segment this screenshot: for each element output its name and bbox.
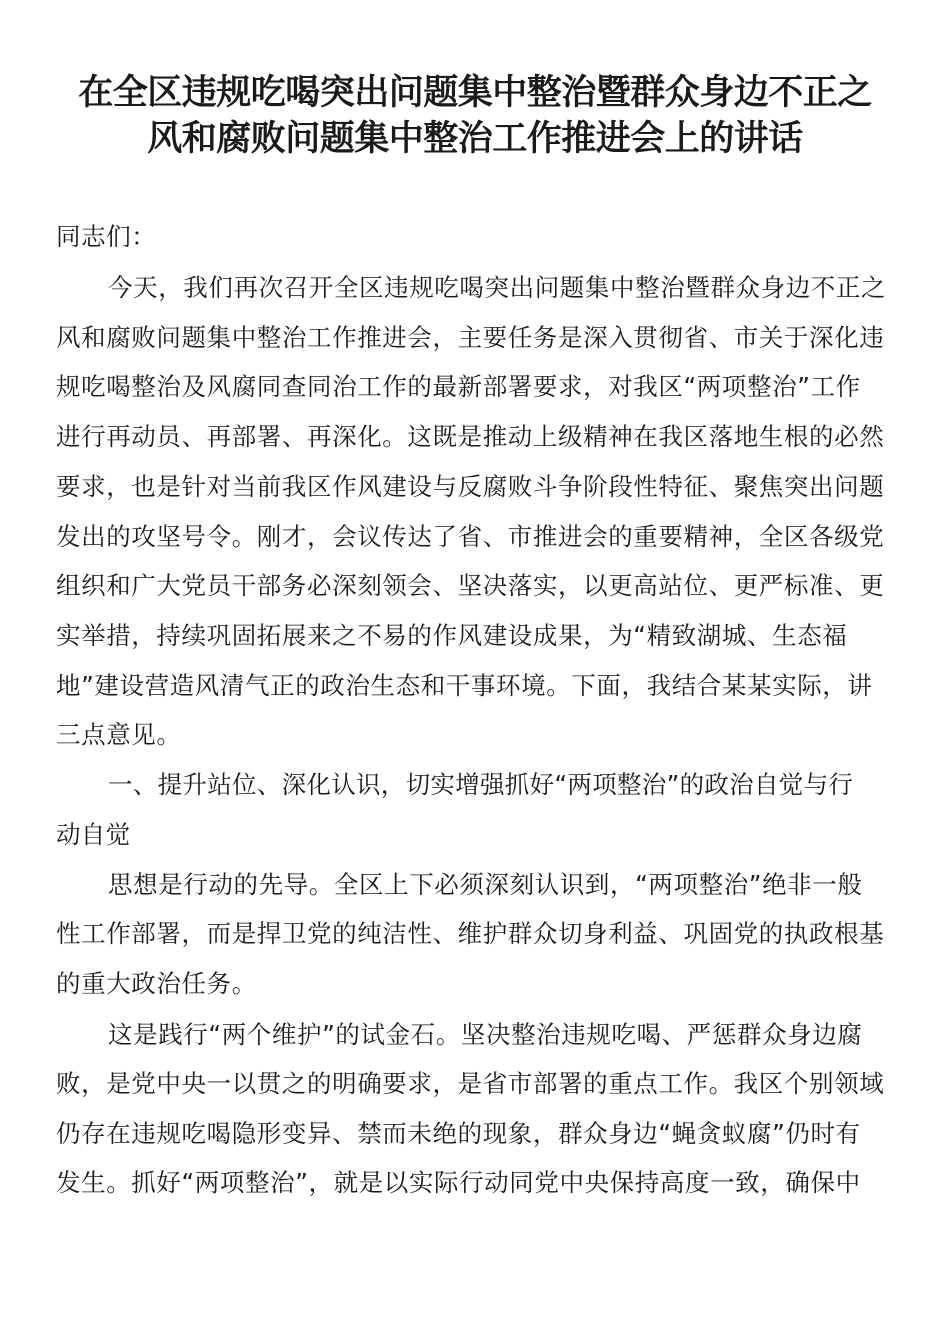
paragraph-line: 败，是党中央一以贯之的明确要求，是省市部署的重点工作。我区个别领域	[56, 1069, 885, 1098]
paragraph-line: 性工作部署，而是捍卫党的纯洁性、维护群众切身利益、巩固党的执政根基	[56, 919, 885, 948]
paragraph-line: 发出的攻坚号令。刚才，会议传达了省、市推进会的重要精神，全区各级党	[56, 522, 885, 551]
section-heading-line: 一、提升站位、深化认识，切实增强抓好“两项整治”的政治自觉与行	[108, 770, 854, 799]
paragraph-line: 仍存在违规吃喝隐形变异、禁而未绝的现象，群众身边“蝇贪蚁腐”仍时有	[56, 1119, 861, 1148]
paragraph-line: 要求，也是针对当前我区作风建设与反腐败斗争阶段性特征、聚焦突出问题	[56, 472, 885, 501]
paragraph-line: 三点意见。	[56, 720, 182, 749]
salutation: 同志们：	[56, 222, 157, 251]
paragraph-line: 地”建设营造风清气正的政治生态和干事环境。下面，我结合某某实际，讲	[56, 671, 873, 700]
paragraph-line: 风和腐败问题集中整治工作推进会，主要任务是深入贯彻省、市关于深化违	[56, 323, 885, 352]
paragraph-line: 组织和广大党员干部务必深刻领会、坚决落实，以更高站位、更严标准、更	[56, 571, 885, 600]
paragraph-line: 思想是行动的先导。全区上下必须深刻认识到，“两项整治”绝非一般	[108, 870, 863, 899]
paragraph-line: 今天，我们再次召开全区违规吃喝突出问题集中整治暨群众身边不正之	[108, 273, 887, 302]
paragraph-line: 这是践行“两个维护”的试金石。坚决整治违规吃喝、严惩群众身边腐	[108, 1020, 863, 1049]
document-title-line-2: 风和腐败问题集中整治工作推进会上的讲话	[147, 119, 803, 159]
section-heading-line: 动自觉	[56, 820, 131, 849]
paragraph-line: 进行再动员、再部署、再深化。这既是推动上级精神在我区落地生根的必然	[56, 422, 885, 451]
paragraph-line: 规吃喝整治及风腐同查同治工作的最新部署要求，对我区“两项整治”工作	[56, 372, 861, 401]
paragraph-line: 实举措，持续巩固拓展来之不易的作风建设成果，为“精致湖城、生态福	[56, 621, 848, 650]
document-title-line-1: 在全区违规吃喝突出问题集中整治暨群众身边不正之	[78, 73, 872, 113]
paragraph-line: 发生。抓好“两项整治”，就是以实际行动同党中央保持高度一致，确保中	[56, 1168, 861, 1197]
paragraph-line: 的重大政治任务。	[56, 969, 257, 998]
